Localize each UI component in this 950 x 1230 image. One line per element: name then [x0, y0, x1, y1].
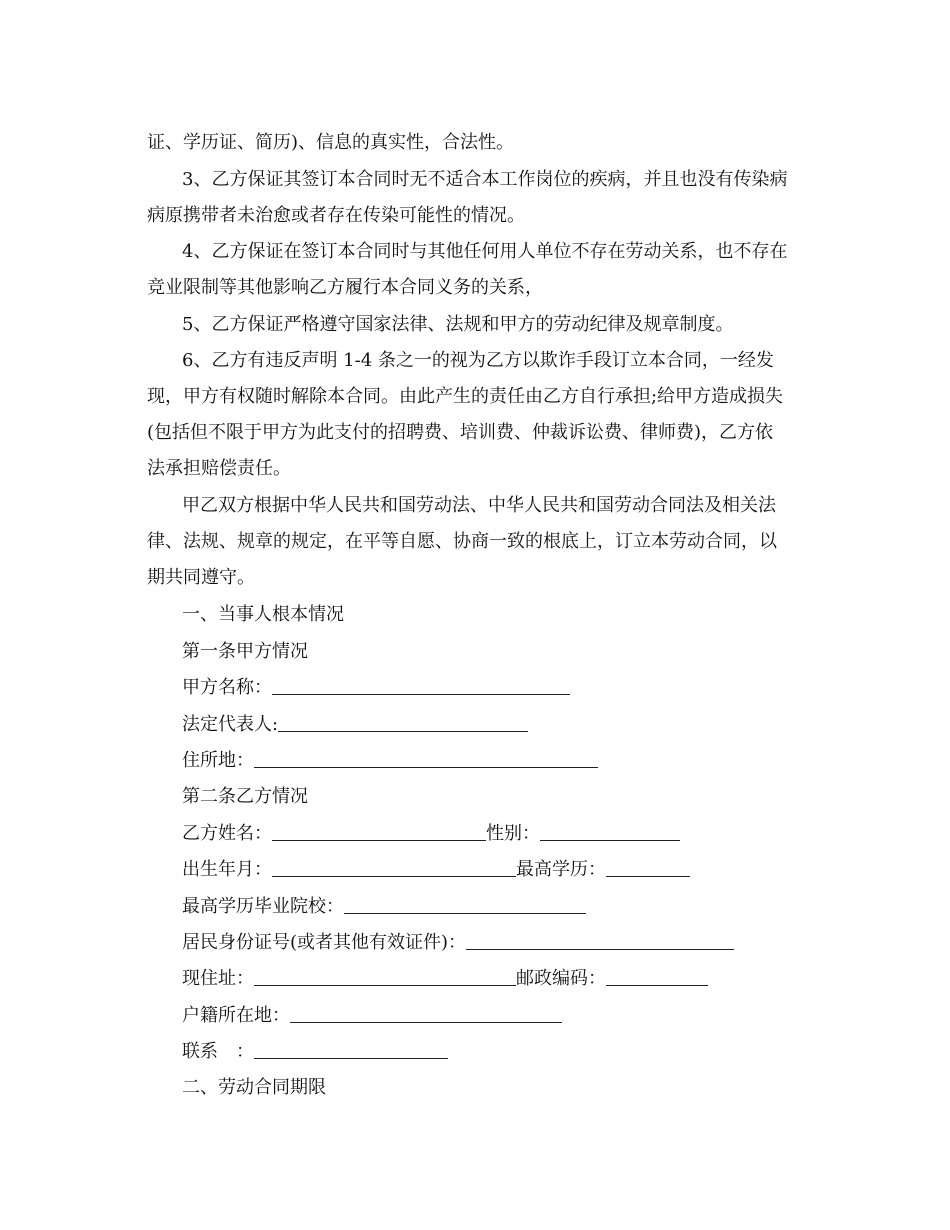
party-a-address-field: [182, 749, 950, 773]
field-label: 联系 ：: [182, 1041, 254, 1062]
field-label: 邮政编码：: [516, 968, 606, 989]
field-label: 乙方姓名：: [182, 823, 272, 844]
article-heading: 第一条甲方情况: [182, 641, 308, 662]
fill-blank[interactable]: [344, 895, 586, 914]
field-label: 最高学历毕业院校：: [182, 896, 344, 917]
fill-blank[interactable]: [540, 822, 680, 841]
id-number-field: [182, 931, 950, 955]
party-b-name-field: [182, 822, 950, 846]
contact-field: [182, 1040, 950, 1064]
paragraph-line: (包括但不限于甲方为此支付的招聘费、培训费、仲裁诉讼费、律师费)，乙方依: [147, 422, 774, 443]
fill-blank[interactable]: [272, 676, 570, 695]
paragraph-line: 3、乙方保证其签订本合同时无不适合本工作岗位的疾病，并且也没有传染病: [182, 169, 788, 190]
fill-blank[interactable]: [254, 967, 516, 986]
paragraph-line: 现，甲方有权随时解除本合同。由此产生的责任由乙方自行承担;给甲方造成损失: [147, 386, 784, 407]
paragraph-line: 竞业限制等其他影响乙方履行本合同义务的关系，: [147, 277, 543, 298]
fill-blank[interactable]: [606, 858, 690, 877]
paragraph-line: 律、法规、规章的规定，在平等自愿、协商一致的根底上，订立本劳动合同，以: [147, 531, 777, 552]
fill-blank[interactable]: [272, 822, 486, 841]
fill-blank[interactable]: [254, 1040, 448, 1059]
field-label: 法定代表人:: [182, 714, 279, 735]
article-heading: 第二条乙方情况: [182, 786, 308, 807]
paragraph-line: 6、乙方有违反声明 1-4 条之一的视为乙方以欺诈手段订立本合同，一经发: [182, 350, 774, 371]
field-label: 居民身份证号(或者其他有效证件)：: [182, 932, 467, 953]
paragraph-line: 法承担赔偿责任。: [147, 458, 291, 479]
current-address-field: [182, 967, 950, 991]
section-heading: 一、当事人根本情况: [182, 604, 344, 625]
household-field: [182, 1004, 950, 1028]
fill-blank[interactable]: [606, 967, 708, 986]
field-label: 户籍所在地：: [182, 1005, 290, 1026]
field-label: 现住址：: [182, 968, 254, 989]
legal-rep-field: [182, 713, 950, 737]
fill-blank[interactable]: [278, 713, 528, 732]
paragraph-line: 4、乙方保证在签订本合同时与其他任何用人单位不存在劳动关系，也不存在: [182, 241, 788, 262]
paragraph-line: 期共同遵守。: [147, 567, 255, 588]
school-field: [182, 895, 950, 919]
birth-education-field: [182, 858, 950, 882]
field-label: 出生年月：: [182, 859, 272, 880]
paragraph-line: 证、学历证、简历)、信息的真实性，合法性。: [147, 132, 515, 153]
fill-blank[interactable]: [290, 1004, 562, 1023]
fill-blank[interactable]: [466, 931, 734, 950]
paragraph-line: 5、乙方保证严格遵守国家法律、法规和甲方的劳动纪律及规章制度。: [182, 314, 734, 335]
party-a-name-field: [182, 676, 950, 700]
field-label: 甲方名称：: [182, 677, 272, 698]
paragraph-line: 甲乙双方根据中华人民共和国劳动法、中华人民共和国劳动合同法及相关法: [182, 495, 776, 516]
fill-blank[interactable]: [272, 858, 516, 877]
field-label: 最高学历：: [516, 859, 606, 880]
field-label: 性别：: [486, 823, 540, 844]
field-label: 住所地：: [182, 750, 254, 771]
section-heading: 二、劳动合同期限: [182, 1077, 326, 1098]
paragraph-line: 病原携带者未治愈或者存在传染可能性的情况。: [147, 205, 525, 226]
fill-blank[interactable]: [254, 749, 598, 768]
